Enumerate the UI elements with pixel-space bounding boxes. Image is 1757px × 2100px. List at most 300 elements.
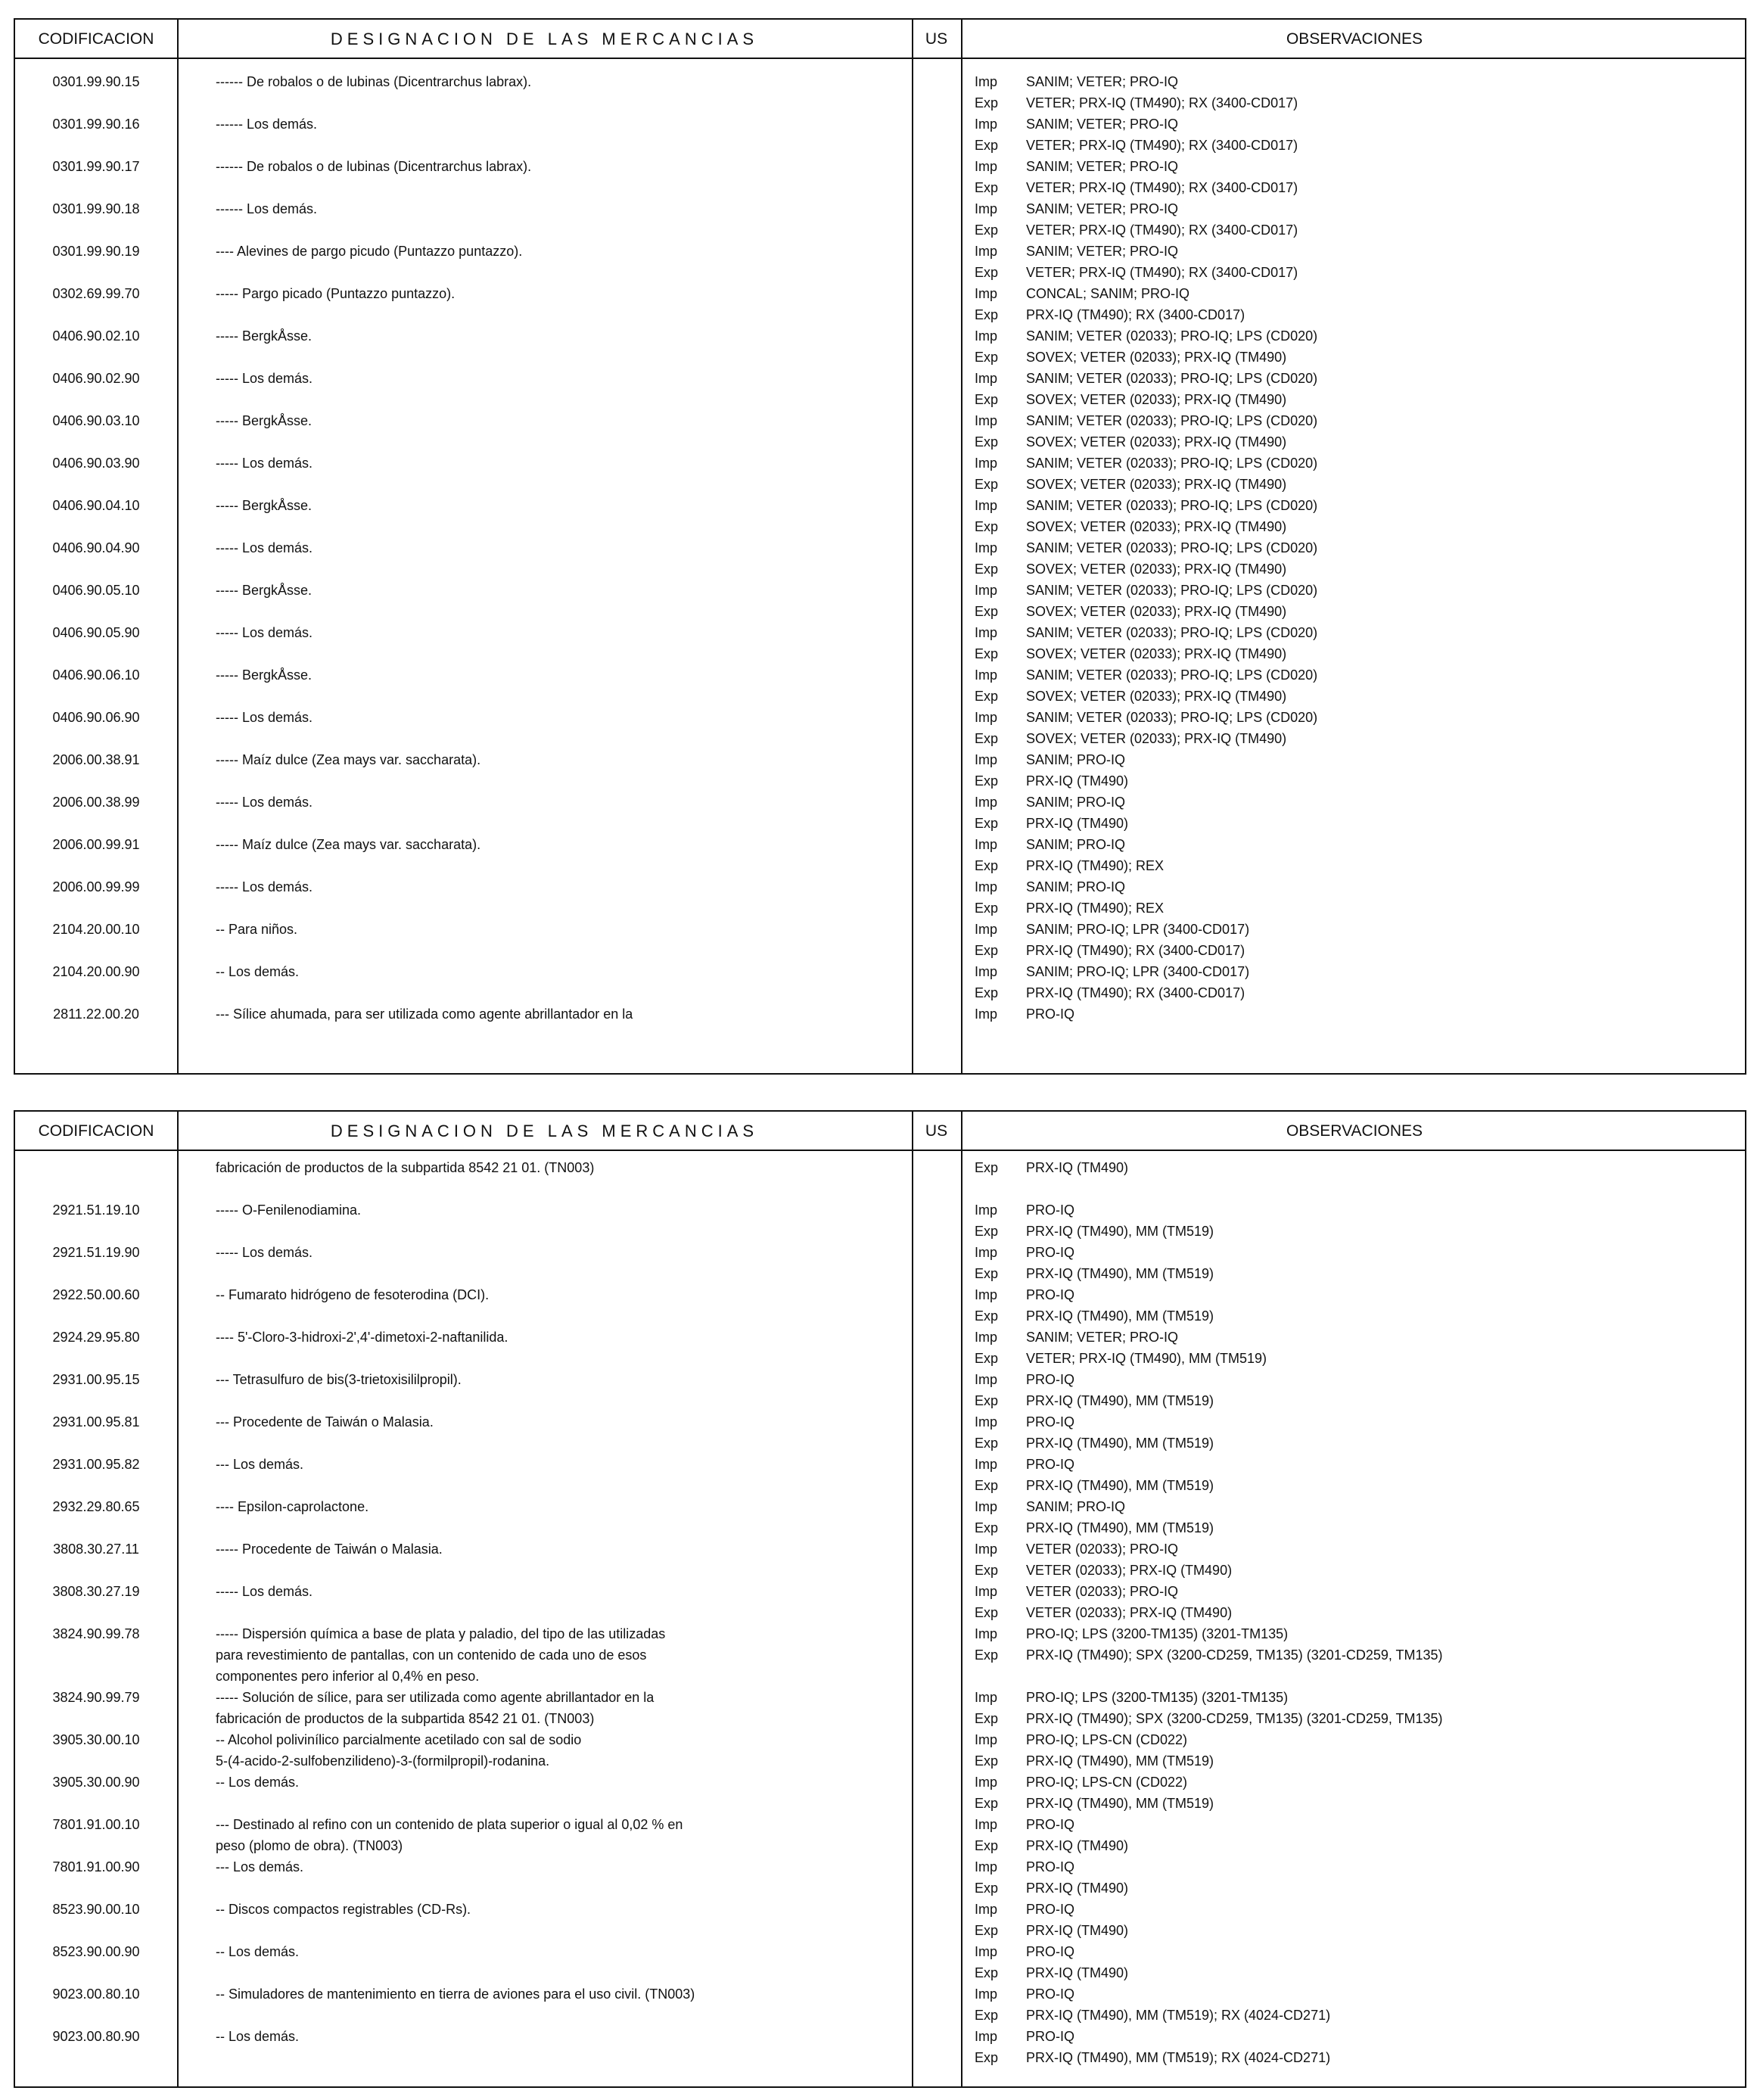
observation-line [975, 2047, 1330, 2068]
obs-value: PRO-IQ [1026, 1006, 1075, 1022]
observation-line [975, 855, 1164, 876]
obs-value: SANIM; VETER (02033); PRO-IQ; LPS (CD020) [1026, 710, 1318, 725]
obs-value: PRX-IQ (TM490) [1026, 1923, 1129, 1938]
row-code: 2104.20.00.10 [52, 922, 140, 937]
table-row [15, 1983, 1748, 2026]
row-code: 2932.29.80.65 [52, 1499, 140, 1514]
obs-value: PRX-IQ (TM490) [1026, 1965, 1129, 1980]
row-observations [975, 876, 1164, 919]
observation-line [975, 1305, 1214, 1327]
obs-type: Imp [975, 371, 998, 386]
obs-value: PRX-IQ (TM490), MM (TM519) [1026, 1266, 1214, 1281]
observation-line [975, 1003, 1074, 1025]
row-code: 2931.00.95.15 [52, 1372, 140, 1387]
header-code: CODIFICACION [38, 1122, 154, 1140]
observation-line [975, 1708, 1443, 1729]
row-description: fabricación de productos de la subpartida 8542 21 01. (TN003) [216, 1160, 595, 1175]
observation-line [975, 664, 1317, 686]
row-code: 2922.50.00.60 [52, 1287, 140, 1302]
table-row [15, 71, 1748, 114]
observation-line [975, 1199, 1214, 1221]
obs-value: PRX-IQ (TM490), MM (TM519) [1026, 1520, 1214, 1535]
obs-value: SANIM; VETER; PRO-IQ [1026, 159, 1179, 174]
table-row [15, 919, 1748, 961]
observation-line [975, 876, 1164, 898]
observation-line [975, 1263, 1214, 1284]
row-observations [975, 537, 1317, 580]
observation-line [975, 919, 1249, 940]
observation-line [975, 219, 1298, 241]
row-observations [975, 198, 1298, 241]
row-code: 0406.90.04.90 [52, 540, 140, 555]
obs-type: Imp [975, 1457, 998, 1472]
row-description: ----- Los demás. [216, 795, 313, 810]
table-row [15, 1284, 1748, 1327]
obs-type: Exp [975, 1965, 999, 1980]
row-description: ----- BergkÅsse. [216, 667, 313, 683]
table-row [15, 1327, 1748, 1369]
row-description: --- Destinado al refino con un contenido de plata superior o igual al 0,02 % en peso (plomo de obra). (TN003) [216, 1817, 683, 1853]
observation-line [975, 1369, 1214, 1390]
obs-value: SOVEX; VETER (02033); PRX-IQ (TM490) [1026, 604, 1287, 619]
row-code: 0406.90.03.90 [52, 456, 140, 471]
row-description: ----- BergkÅsse. [216, 498, 313, 513]
obs-value: PRX-IQ (TM490); RX (3400-CD017) [1026, 943, 1245, 958]
table-row [15, 707, 1748, 749]
obs-value: SANIM; VETER; PRO-IQ [1026, 244, 1179, 259]
table-row [15, 1729, 1748, 1772]
obs-type: Exp [975, 1478, 999, 1493]
obs-type: Exp [975, 477, 999, 492]
row-observations [975, 749, 1128, 792]
row-code: 9023.00.80.10 [52, 1986, 140, 2002]
obs-type: Exp [975, 1711, 999, 1726]
row-observations [975, 283, 1245, 325]
row-description: ----- Los demás. [216, 456, 313, 471]
row-description: -- Fumarato hidrógeno de fesoterodina (DCI). [216, 1287, 490, 1302]
obs-type: Exp [975, 604, 999, 619]
table-row [15, 537, 1748, 580]
row-observations [975, 114, 1298, 156]
obs-value: SANIM; VETER (02033); PRO-IQ; LPS (CD020) [1026, 371, 1318, 386]
obs-value: PRO-IQ [1026, 1414, 1075, 1430]
observation-line [975, 1941, 1128, 1962]
row-code: 0406.90.02.10 [52, 328, 140, 344]
observation-line [975, 283, 1245, 304]
row-observations [975, 325, 1317, 368]
obs-value: SANIM; PRO-IQ [1026, 1499, 1126, 1514]
row-observations [975, 664, 1317, 707]
row-observations [975, 410, 1317, 453]
table-row [15, 453, 1748, 495]
observation-line [975, 114, 1298, 135]
row-code: 3824.90.99.78 [52, 1626, 140, 1641]
row-observations [975, 1454, 1214, 1496]
obs-value: SOVEX; VETER (02033); PRX-IQ (TM490) [1026, 519, 1287, 534]
observation-line [975, 707, 1317, 728]
row-code: 0301.99.90.17 [52, 159, 140, 174]
obs-value: SANIM; VETER; PRO-IQ [1026, 201, 1179, 216]
obs-type: Imp [975, 1817, 998, 1832]
row-code: 0301.99.90.16 [52, 117, 140, 132]
obs-type: Exp [975, 1796, 999, 1811]
obs-value: PRO-IQ [1026, 1902, 1075, 1917]
obs-value: SOVEX; VETER (02033); PRX-IQ (TM490) [1026, 731, 1287, 746]
observation-line [975, 834, 1164, 855]
row-description: --- Los demás. [216, 1859, 304, 1874]
obs-value: PRX-IQ (TM490) [1026, 1838, 1129, 1853]
row-description: ------ De robalos o de lubinas (Dicentrarchus labrax). [216, 74, 532, 89]
row-observations [975, 1496, 1214, 1538]
obs-value: PRO-IQ [1026, 1202, 1075, 1218]
table-row [15, 1687, 1748, 1729]
obs-type: Exp [975, 519, 999, 534]
obs-value: SOVEX; VETER (02033); PRX-IQ (TM490) [1026, 350, 1287, 365]
row-description: --- Sílice ahumada, para ser utilizada como agente abrillantador en la [216, 1006, 633, 1022]
obs-value: PRX-IQ (TM490), MM (TM519) [1026, 1796, 1214, 1811]
obs-type: Imp [975, 2029, 998, 2044]
row-observations [975, 707, 1317, 749]
table-row [15, 876, 1748, 919]
row-observations [975, 1983, 1330, 2026]
observation-line [975, 431, 1317, 453]
obs-type: Exp [975, 2008, 999, 2023]
obs-value: SANIM; PRO-IQ [1026, 752, 1126, 767]
observation-line [975, 558, 1317, 580]
obs-value: PRX-IQ (TM490) [1026, 1881, 1129, 1896]
obs-type: Imp [975, 1414, 998, 1430]
observation-line [975, 347, 1317, 368]
obs-type: Imp [975, 1006, 998, 1022]
obs-type: Exp [975, 1393, 999, 1408]
observation-line [975, 982, 1249, 1003]
table-row [15, 1772, 1748, 1814]
obs-type: Imp [975, 922, 998, 937]
obs-value: SANIM; PRO-IQ [1026, 837, 1126, 852]
row-observations [975, 2026, 1330, 2068]
row-description: ----- Dispersión química a base de plata y paladio, del tipo de las utilizadas para revestimiento de pantallas, con un contenido de cada uno de esos componentes pero inferior al 0,4% en peso. [216, 1626, 666, 1684]
obs-value: SOVEX; VETER (02033); PRX-IQ (TM490) [1026, 689, 1287, 704]
obs-value: VETER; PRX-IQ (TM490); RX (3400-CD017) [1026, 180, 1298, 195]
obs-type: Exp [975, 265, 999, 280]
row-description: ----- Maíz dulce (Zea mays var. saccharata). [216, 752, 481, 767]
table-row [15, 368, 1748, 410]
table-row [15, 1623, 1748, 1687]
row-description: ----- O-Fenilenodiamina. [216, 1202, 362, 1218]
obs-value: VETER; PRX-IQ (TM490); RX (3400-CD017) [1026, 95, 1298, 110]
row-description: ---- Alevines de pargo picudo (Puntazzo puntazzo). [216, 244, 523, 259]
obs-type: Exp [975, 1563, 999, 1578]
header-obs: OBSERVACIONES [1286, 1122, 1423, 1140]
row-observations [975, 1369, 1214, 1411]
obs-type: Imp [975, 117, 998, 132]
obs-value: SANIM; PRO-IQ [1026, 879, 1126, 894]
row-code: 2006.00.99.99 [52, 879, 140, 894]
row-code: 2104.20.00.90 [52, 964, 140, 979]
header-us: US [925, 30, 948, 48]
observation-line [975, 622, 1317, 643]
row-observations [975, 241, 1298, 283]
row-observations [975, 834, 1164, 876]
row-description: -- Para niños. [216, 922, 298, 937]
row-code: 2811.22.00.20 [53, 1006, 139, 1022]
row-observations [975, 1581, 1232, 1623]
observation-line [975, 940, 1249, 961]
row-code: 0301.99.90.15 [52, 74, 140, 89]
table-row [15, 1941, 1748, 1983]
observation-line [975, 1242, 1214, 1263]
obs-value: PRO-IQ; LPS-CN (CD022) [1026, 1775, 1188, 1790]
observation-line [975, 156, 1298, 177]
table-row [15, 241, 1748, 283]
obs-value: PRX-IQ (TM490); SPX (3200-CD259, TM135) (3201-CD259, TM135) [1026, 1647, 1443, 1663]
obs-type: Exp [975, 350, 999, 365]
obs-value: SANIM; VETER (02033); PRO-IQ; LPS (CD020) [1026, 625, 1318, 640]
obs-value: PRX-IQ (TM490), MM (TM519); RX (4024-CD271) [1026, 2008, 1331, 2023]
row-code: 3905.30.00.90 [52, 1775, 140, 1790]
row-description: -- Los demás. [216, 964, 300, 979]
row-observations [975, 71, 1298, 114]
obs-type: Imp [975, 1499, 998, 1514]
observation-line [975, 177, 1298, 198]
observation-line [975, 1475, 1214, 1496]
obs-type: Exp [975, 731, 999, 746]
obs-type: Imp [975, 244, 998, 259]
row-observations [975, 1941, 1128, 1983]
obs-value: SANIM; VETER; PRO-IQ [1026, 1330, 1179, 1345]
obs-type: Imp [975, 625, 998, 640]
obs-type: Imp [975, 879, 998, 894]
row-description: ----- Los demás. [216, 1245, 313, 1260]
observation-line [975, 770, 1128, 792]
table-row [15, 1454, 1748, 1496]
obs-value: PRX-IQ (TM490) [1026, 773, 1129, 789]
obs-value: PRO-IQ [1026, 1457, 1075, 1472]
observation-line [975, 961, 1249, 982]
row-description: ------ Los demás. [216, 117, 318, 132]
observation-line [975, 410, 1317, 431]
observation-line [975, 1221, 1214, 1242]
obs-type: Imp [975, 1202, 998, 1218]
obs-type: Exp [975, 1923, 999, 1938]
table-row [15, 961, 1748, 1003]
row-code: 0302.69.99.70 [52, 286, 140, 301]
table-row [15, 410, 1748, 453]
observation-line [975, 1772, 1214, 1793]
row-code: 0406.90.02.90 [52, 371, 140, 386]
obs-value: VETER (02033); PRX-IQ (TM490) [1026, 1605, 1233, 1620]
row-description: ---- Epsilon-caprolactone. [216, 1499, 369, 1514]
observation-line [975, 516, 1317, 537]
row-observations [975, 1687, 1443, 1729]
table-row [15, 1369, 1748, 1411]
observation-line [975, 898, 1164, 919]
table-row [15, 198, 1748, 241]
row-description: -- Discos compactos registrables (CD-Rs). [216, 1902, 471, 1917]
obs-value: PRX-IQ (TM490); REX [1026, 858, 1165, 873]
observation-line [975, 71, 1298, 92]
row-code: 7801.91.00.90 [52, 1859, 140, 1874]
obs-value: SANIM; VETER (02033); PRO-IQ; LPS (CD020) [1026, 540, 1318, 555]
obs-type: Exp [975, 773, 999, 789]
obs-value: SANIM; PRO-IQ [1026, 795, 1126, 810]
table-row [15, 156, 1748, 198]
row-code: 8523.90.00.10 [52, 1902, 140, 1917]
row-observations [975, 580, 1317, 622]
table-row [15, 114, 1748, 156]
row-observations [975, 1284, 1214, 1327]
observation-line [975, 1581, 1232, 1602]
row-observations [975, 1856, 1128, 1899]
observation-line [975, 1962, 1128, 1983]
table-header [15, 20, 1745, 59]
obs-value: VETER (02033); PRO-IQ [1026, 1542, 1179, 1557]
obs-type: Imp [975, 1859, 998, 1874]
row-description: ----- Pargo picado (Puntazzo puntazzo). [216, 286, 456, 301]
obs-value: PRX-IQ (TM490), MM (TM519) [1026, 1224, 1214, 1239]
obs-value: PRO-IQ [1026, 1245, 1075, 1260]
obs-type: Imp [975, 1287, 998, 1302]
obs-type: Exp [975, 1351, 999, 1366]
obs-value: SANIM; VETER; PRO-IQ [1026, 74, 1179, 89]
observation-line [975, 1814, 1128, 1835]
row-description: ----- Los demás. [216, 879, 313, 894]
row-code: 0406.90.05.90 [52, 625, 140, 640]
obs-type: Imp [975, 1245, 998, 1260]
row-code: 2924.29.95.80 [52, 1330, 140, 1345]
row-description: ----- BergkÅsse. [216, 328, 313, 344]
obs-type: Exp [975, 1160, 999, 1175]
table-row [15, 495, 1748, 537]
row-description: ----- Los demás. [216, 1584, 313, 1599]
obs-value: SANIM; PRO-IQ; LPR (3400-CD017) [1026, 964, 1250, 979]
table-row [15, 1899, 1748, 1941]
observation-line [975, 135, 1298, 156]
observation-line [975, 474, 1317, 495]
observation-line [975, 1687, 1443, 1708]
obs-value: PRX-IQ (TM490), MM (TM519) [1026, 1308, 1214, 1324]
observation-line [975, 1517, 1214, 1538]
observation-line [975, 813, 1128, 834]
obs-type: Exp [975, 1647, 999, 1663]
observation-line [975, 1433, 1214, 1454]
observation-line [975, 1538, 1232, 1560]
row-observations [975, 368, 1317, 410]
row-code: 0301.99.90.18 [52, 201, 140, 216]
row-code: 2921.51.19.90 [52, 1245, 140, 1260]
observation-line [975, 1496, 1214, 1517]
observation-line [975, 1348, 1267, 1369]
obs-type: Exp [975, 2050, 999, 2065]
table-row [15, 1814, 1748, 1856]
observation-line [975, 643, 1317, 664]
row-code: 0406.90.03.10 [52, 413, 140, 428]
table-row [15, 792, 1748, 834]
obs-value: SOVEX; VETER (02033); PRX-IQ (TM490) [1026, 392, 1287, 407]
row-description: ----- Los demás. [216, 625, 313, 640]
header-obs: OBSERVACIONES [1286, 30, 1423, 48]
observation-line [975, 1390, 1214, 1411]
obs-value: VETER (02033); PRO-IQ [1026, 1584, 1179, 1599]
obs-type: Exp [975, 816, 999, 831]
obs-value: PRO-IQ [1026, 1986, 1075, 2002]
table-row [15, 1199, 1748, 1242]
observation-line [975, 92, 1298, 114]
obs-value: CONCAL; SANIM; PRO-IQ [1026, 286, 1190, 301]
obs-type: Imp [975, 1330, 998, 1345]
obs-type: Exp [975, 222, 999, 238]
obs-type: Exp [975, 689, 999, 704]
obs-type: Exp [975, 1520, 999, 1535]
row-observations [975, 495, 1317, 537]
row-description: ------ Los demás. [216, 201, 318, 216]
obs-type: Imp [975, 1372, 998, 1387]
row-code: 0406.90.06.90 [52, 710, 140, 725]
obs-value: VETER (02033); PRX-IQ (TM490) [1026, 1563, 1233, 1578]
table-header [15, 1112, 1745, 1151]
row-observations [975, 919, 1249, 961]
obs-type: Imp [975, 795, 998, 810]
row-code: 3808.30.27.19 [52, 1584, 140, 1599]
obs-type: Imp [975, 583, 998, 598]
observation-line [975, 2026, 1330, 2047]
obs-value: PRX-IQ (TM490); RX (3400-CD017) [1026, 307, 1245, 322]
obs-type: Imp [975, 1732, 998, 1747]
observation-line [975, 1856, 1128, 1878]
row-description: ------ De robalos o de lubinas (Dicentrarchus labrax). [216, 159, 532, 174]
row-description: -- Alcohol polivinílico parcialmente acetilado con sal de sodio 5-(4-acido-2-sulfobenzilideno)-3-(formilpropil)-rodanina. [216, 1732, 582, 1769]
row-observations [975, 1411, 1214, 1454]
observation-line [975, 304, 1245, 325]
row-description: ----- BergkÅsse. [216, 413, 313, 428]
row-code: 9023.00.80.90 [52, 2029, 140, 2044]
observation-line [975, 1623, 1443, 1644]
row-observations [975, 1003, 1074, 1025]
obs-value: SOVEX; VETER (02033); PRX-IQ (TM490) [1026, 646, 1287, 661]
obs-type: Imp [975, 1626, 998, 1641]
observation-line [975, 2005, 1330, 2026]
obs-type: Exp [975, 901, 999, 916]
obs-value: SANIM; VETER (02033); PRO-IQ; LPS (CD020) [1026, 667, 1318, 683]
table-row [15, 1856, 1748, 1899]
row-code: 0406.90.06.10 [52, 667, 140, 683]
obs-type: Imp [975, 540, 998, 555]
row-code: 0406.90.05.10 [52, 583, 140, 598]
obs-type: Imp [975, 1542, 998, 1557]
row-description: ----- Los demás. [216, 710, 313, 725]
observation-line [975, 1157, 1128, 1178]
observation-line [975, 749, 1128, 770]
row-observations [975, 1729, 1214, 1772]
row-description: ----- Procedente de Taiwán o Malasia. [216, 1542, 443, 1557]
observation-line [975, 1793, 1214, 1814]
observation-line [975, 368, 1317, 389]
obs-value: PRO-IQ [1026, 1859, 1075, 1874]
obs-type: Imp [975, 1584, 998, 1599]
row-code: 2006.00.38.91 [52, 752, 140, 767]
observation-line [975, 389, 1317, 410]
table-row [15, 325, 1748, 368]
header-desig: DESIGNACION DE LAS MERCANCIAS [330, 30, 759, 48]
row-code: 2006.00.38.99 [52, 795, 140, 810]
obs-value: PRO-IQ; LPS (3200-TM135) (3201-TM135) [1026, 1690, 1289, 1705]
table-row [15, 1157, 1748, 1199]
obs-value: PRX-IQ (TM490), MM (TM519) [1026, 1478, 1214, 1493]
row-code: 3808.30.27.11 [53, 1542, 139, 1557]
table-row [15, 1581, 1748, 1623]
obs-value: SOVEX; VETER (02033); PRX-IQ (TM490) [1026, 477, 1287, 492]
row-observations [975, 1538, 1232, 1581]
